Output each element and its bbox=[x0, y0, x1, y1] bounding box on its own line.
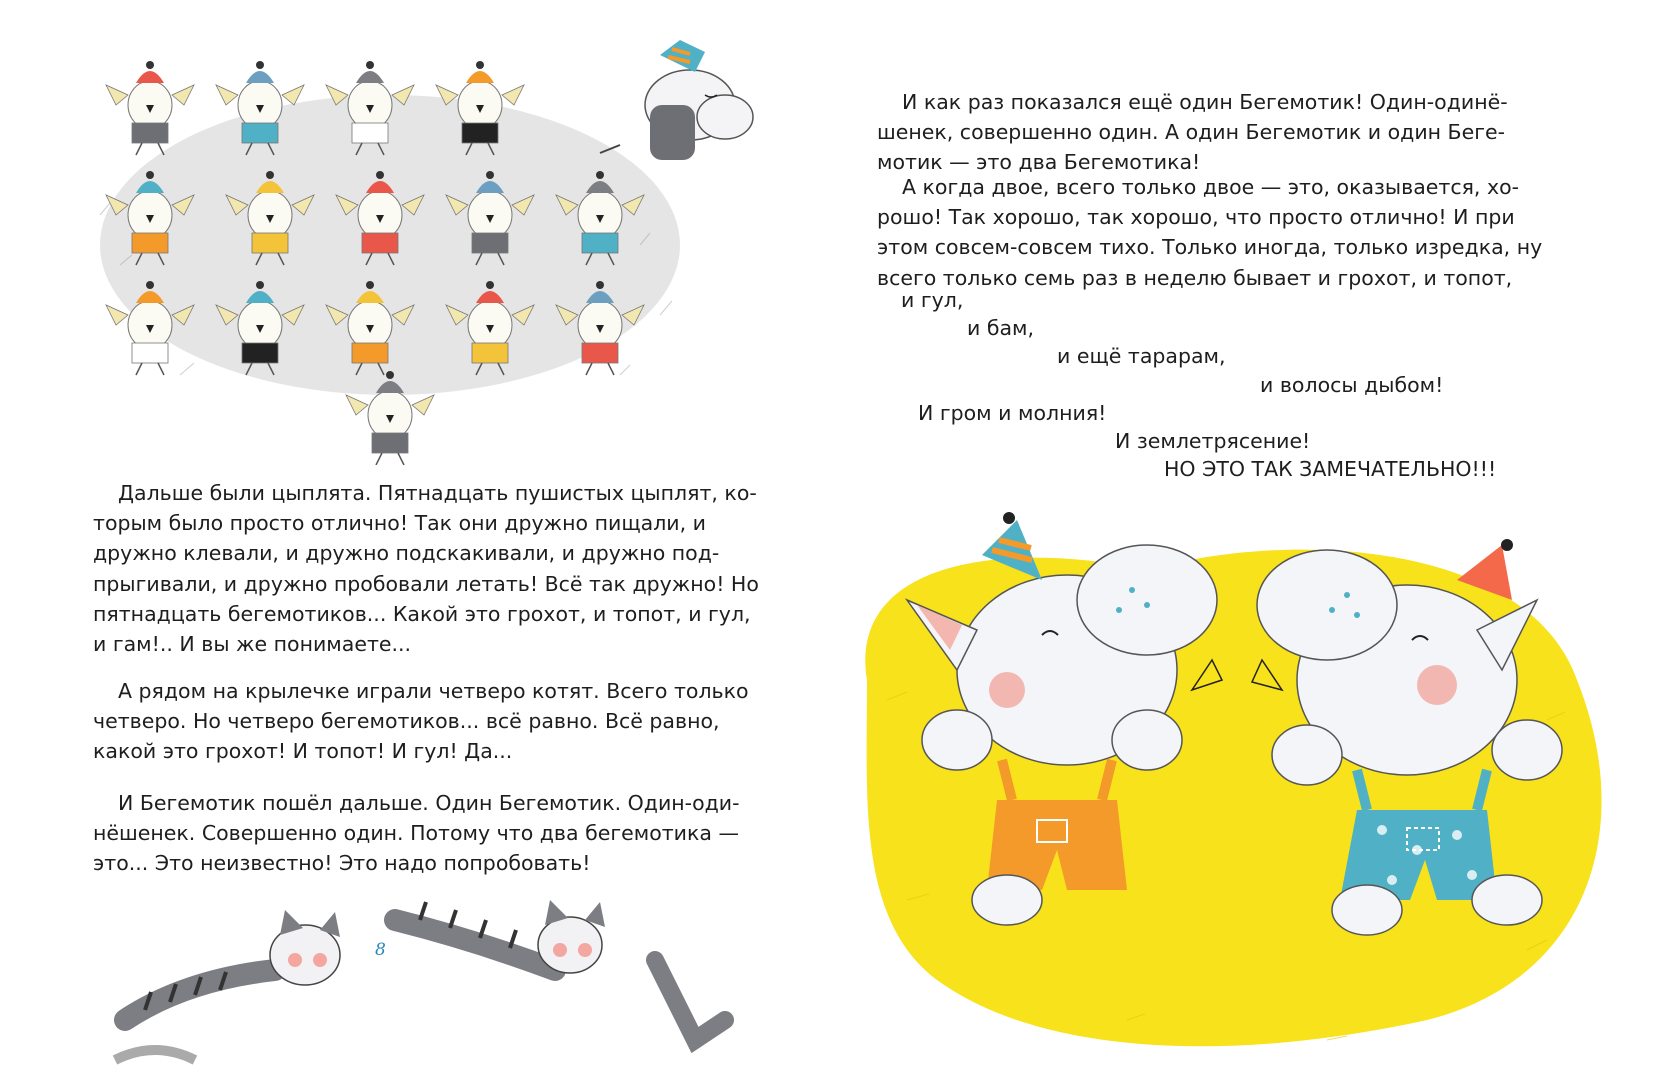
paragraph-kittens bbox=[93, 676, 749, 767]
kitten-left bbox=[125, 910, 340, 1020]
hippos-illustration bbox=[827, 500, 1655, 1060]
cascade-line-5: И гром и молния! bbox=[918, 401, 1107, 425]
kitten-right bbox=[395, 900, 605, 973]
paragraph-together bbox=[877, 172, 1543, 293]
text-line: торым было просто отлично! Так они дружно пищали, и bbox=[93, 511, 706, 536]
paragraph-hippo-walks bbox=[93, 788, 740, 879]
cascade-line-1: и гул, bbox=[901, 288, 964, 312]
chick bbox=[106, 61, 194, 155]
paragraph-second-hippo bbox=[877, 87, 1508, 178]
text-line: и гам!.. И вы же понимаете... bbox=[93, 632, 412, 657]
cascade-line-6: И землетрясение! bbox=[1115, 429, 1311, 453]
text-line: А рядом на крылечке играли четверо котят. Всего только bbox=[118, 679, 749, 703]
text-line: этом совсем-совсем тихо. Только иногда, только изредка, ну bbox=[877, 235, 1543, 260]
text-line: всего только семь раз в неделю бывает и грохот, и топот, bbox=[877, 265, 1513, 290]
page-number: 8 bbox=[375, 940, 386, 960]
text-line: дружно клевали, и дружно подскакивали, и дружно под- bbox=[93, 541, 720, 566]
text-line: шенек, совершенно один. А один Бегемотик и один Беге- bbox=[877, 120, 1506, 145]
text-line: какой это грохот! И топот! И гул! Да... bbox=[93, 739, 513, 764]
text-line: это... Это неизвестно! Это надо попробовать! bbox=[93, 851, 591, 876]
text-line: И как раз показался ещё один Бегемотик! Один-одинё- bbox=[902, 90, 1508, 114]
text-line: пятнадцать бегемотиков... Какой это грохот, и топот, и гул, bbox=[93, 601, 751, 626]
text-line: четверо. Но четверо бегемотиков... всё равно. Всё равно, bbox=[93, 709, 720, 734]
text-line: прыгивали, и дружно пробовали летать! Всё так дружно! Но bbox=[93, 571, 759, 596]
text-line: А когда двое, всего только двое — это, оказывается, хо- bbox=[902, 175, 1520, 199]
text-line: рошо! Так хорошо, так хорошо, что просто отлично! И при bbox=[877, 205, 1515, 230]
cascade-line-2: и бам, bbox=[967, 316, 1035, 340]
right-page bbox=[827, 0, 1655, 1080]
chicks-illustration bbox=[60, 15, 800, 465]
text-line: нёшенек. Совершенно один. Потому что два бегемотика — bbox=[93, 821, 739, 846]
paragraph-chicks bbox=[93, 478, 759, 659]
cascade-line-3: и ещё тарарам, bbox=[1057, 344, 1226, 368]
text-line: Дальше были цыплята. Пятнадцать пушистых цыплят, ко- bbox=[118, 481, 757, 505]
hippo-sleeping bbox=[600, 40, 753, 160]
cascade-line-4: и волосы дыбом! bbox=[1260, 373, 1444, 397]
kittens-illustration bbox=[95, 880, 735, 1080]
text-line: мотик — это два Бегемотика! bbox=[877, 150, 1201, 175]
left-page bbox=[0, 0, 827, 1080]
cascade-line-7: НО ЭТО ТАК ЗАМЕЧАТЕЛЬНО!!! bbox=[1164, 457, 1497, 481]
text-line: И Бегемотик пошёл дальше. Один Бегемотик. Один-оди- bbox=[118, 791, 740, 815]
